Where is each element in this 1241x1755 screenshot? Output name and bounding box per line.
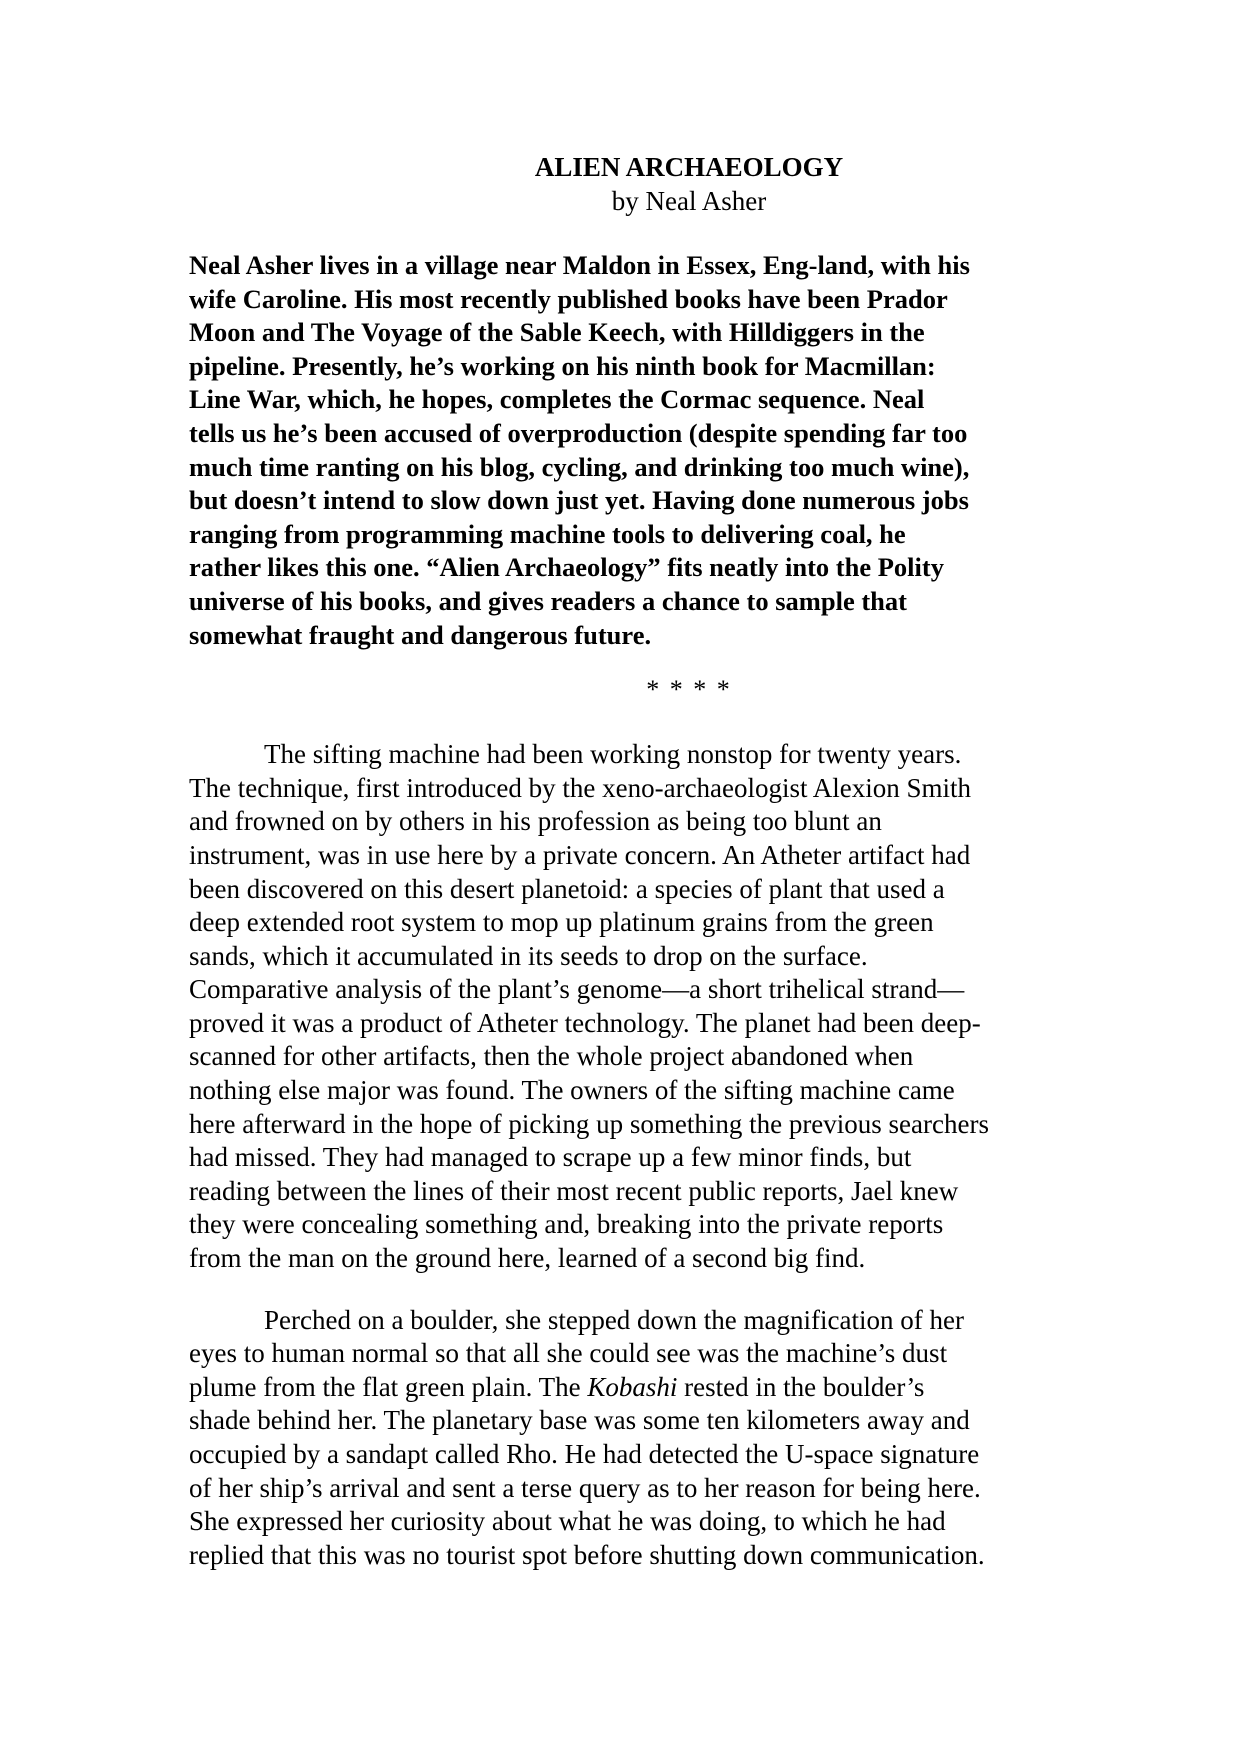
author-intro (189, 249, 1069, 652)
paragraph-line: of her ship’s arrival and sent a terse query as to her reason for being here. (189, 1472, 981, 1503)
story-title: ALIEN ARCHAEOLOGY (534, 152, 844, 182)
paragraph-line: deep extended root system to mop up platinum grains from the green (189, 907, 934, 938)
document-page (189, 150, 1069, 1572)
intro-line: universe of his books, and gives readers a chance to sample that (189, 585, 907, 616)
paragraph-line: been discovered on this desert planetoid: a species of plant that used a (189, 873, 945, 904)
intro-line: rather likes this one. “Alien Archaeology” fits neatly into the Polity (189, 552, 944, 583)
paragraph-line: occupied by a sandapt called Rho. He had detected the U-space signature (189, 1439, 980, 1469)
paragraph-line: had missed. They had managed to scrape up a few minor finds, but (189, 1142, 912, 1173)
ship-name: Kobashi (587, 1371, 678, 1402)
intro-line: somewhat fraught and dangerous future. (189, 619, 652, 650)
intro-line: but doesn’t intend to slow down just yet. Having done numerous jobs (189, 485, 969, 516)
paragraph-line: Perched on a boulder, she stepped down the magnification of her (264, 1304, 964, 1335)
intro-line: wife Caroline. His most recently published books have been Prador (189, 283, 948, 314)
intro-line: Line War, which, he hopes, completes the Cormac sequence. Neal (189, 384, 925, 415)
paragraph-line: The sifting machine had been working nonstop for twenty years. (264, 739, 962, 770)
paragraph-line: from the man on the ground here, learned of a second big find. (189, 1243, 866, 1274)
paragraph-line: She expressed her curiosity about what he was doing, to which he had (189, 1506, 946, 1537)
paragraph-line: nothing else major was found. The owners of the sifting machine came (189, 1075, 955, 1106)
paragraph-line: scanned for other artifacts, then the whole project abandoned when (189, 1041, 914, 1072)
paragraph-line: replied that this was no tourist spot before shutting down communication. (189, 1539, 985, 1570)
paragraph-line: instrument, was in use here by a private concern. An Atheter artifact had (189, 839, 971, 870)
paragraph-line (189, 1371, 1069, 1405)
paragraph-line: and frowned on by others in his profession as being too blunt an (189, 806, 882, 837)
story-paragraph-1 (189, 738, 1069, 1276)
text-run: plume from the flat green plain. The (189, 1371, 588, 1402)
intro-line: much time ranting on his blog, cycling, and drinking too much wine), (189, 451, 970, 482)
section-separator: * * * * (646, 675, 732, 705)
intro-line: ranging from programming machine tools to delivering coal, he (189, 518, 906, 549)
paragraph-line: eyes to human normal so that all she could see was the machine’s dust (189, 1338, 948, 1369)
paragraph-line: shade behind her. The planetary base was some ten kilometers away and (189, 1405, 970, 1436)
paragraph-line: here afterward in the hope of picking up something the previous searchers (189, 1108, 989, 1139)
intro-line: pipeline. Presently, he’s working on his ninth book for Macmillan: (189, 350, 936, 381)
story-paragraph-2 (189, 1304, 1069, 1573)
paragraph-line: The technique, first introduced by the xeno-archaeologist Alexion Smith (189, 772, 972, 803)
paragraph-line: Comparative analysis of the plant’s genome—a short trihelical strand— (189, 974, 965, 1005)
paragraph-line: proved it was a product of Atheter technology. The planet had been deep- (189, 1007, 981, 1038)
story-byline: by Neal Asher (611, 186, 767, 216)
paragraph-line: they were concealing something and, breaking into the private reports (189, 1209, 944, 1240)
intro-line: Neal Asher lives in a village near Maldon in Essex, Eng-land, with his (189, 250, 970, 280)
paragraph-line: reading between the lines of their most recent public reports, Jael knew (189, 1175, 959, 1206)
paragraph-line: sands, which it accumulated in its seeds to drop on the surface. (189, 940, 868, 971)
intro-line: tells us he’s been accused of overproduction (despite spending far too (189, 417, 968, 448)
intro-line: Moon and The Voyage of the Sable Keech, with Hilldiggers in the (189, 317, 925, 348)
text-run: rested in the boulder’s (677, 1371, 925, 1402)
